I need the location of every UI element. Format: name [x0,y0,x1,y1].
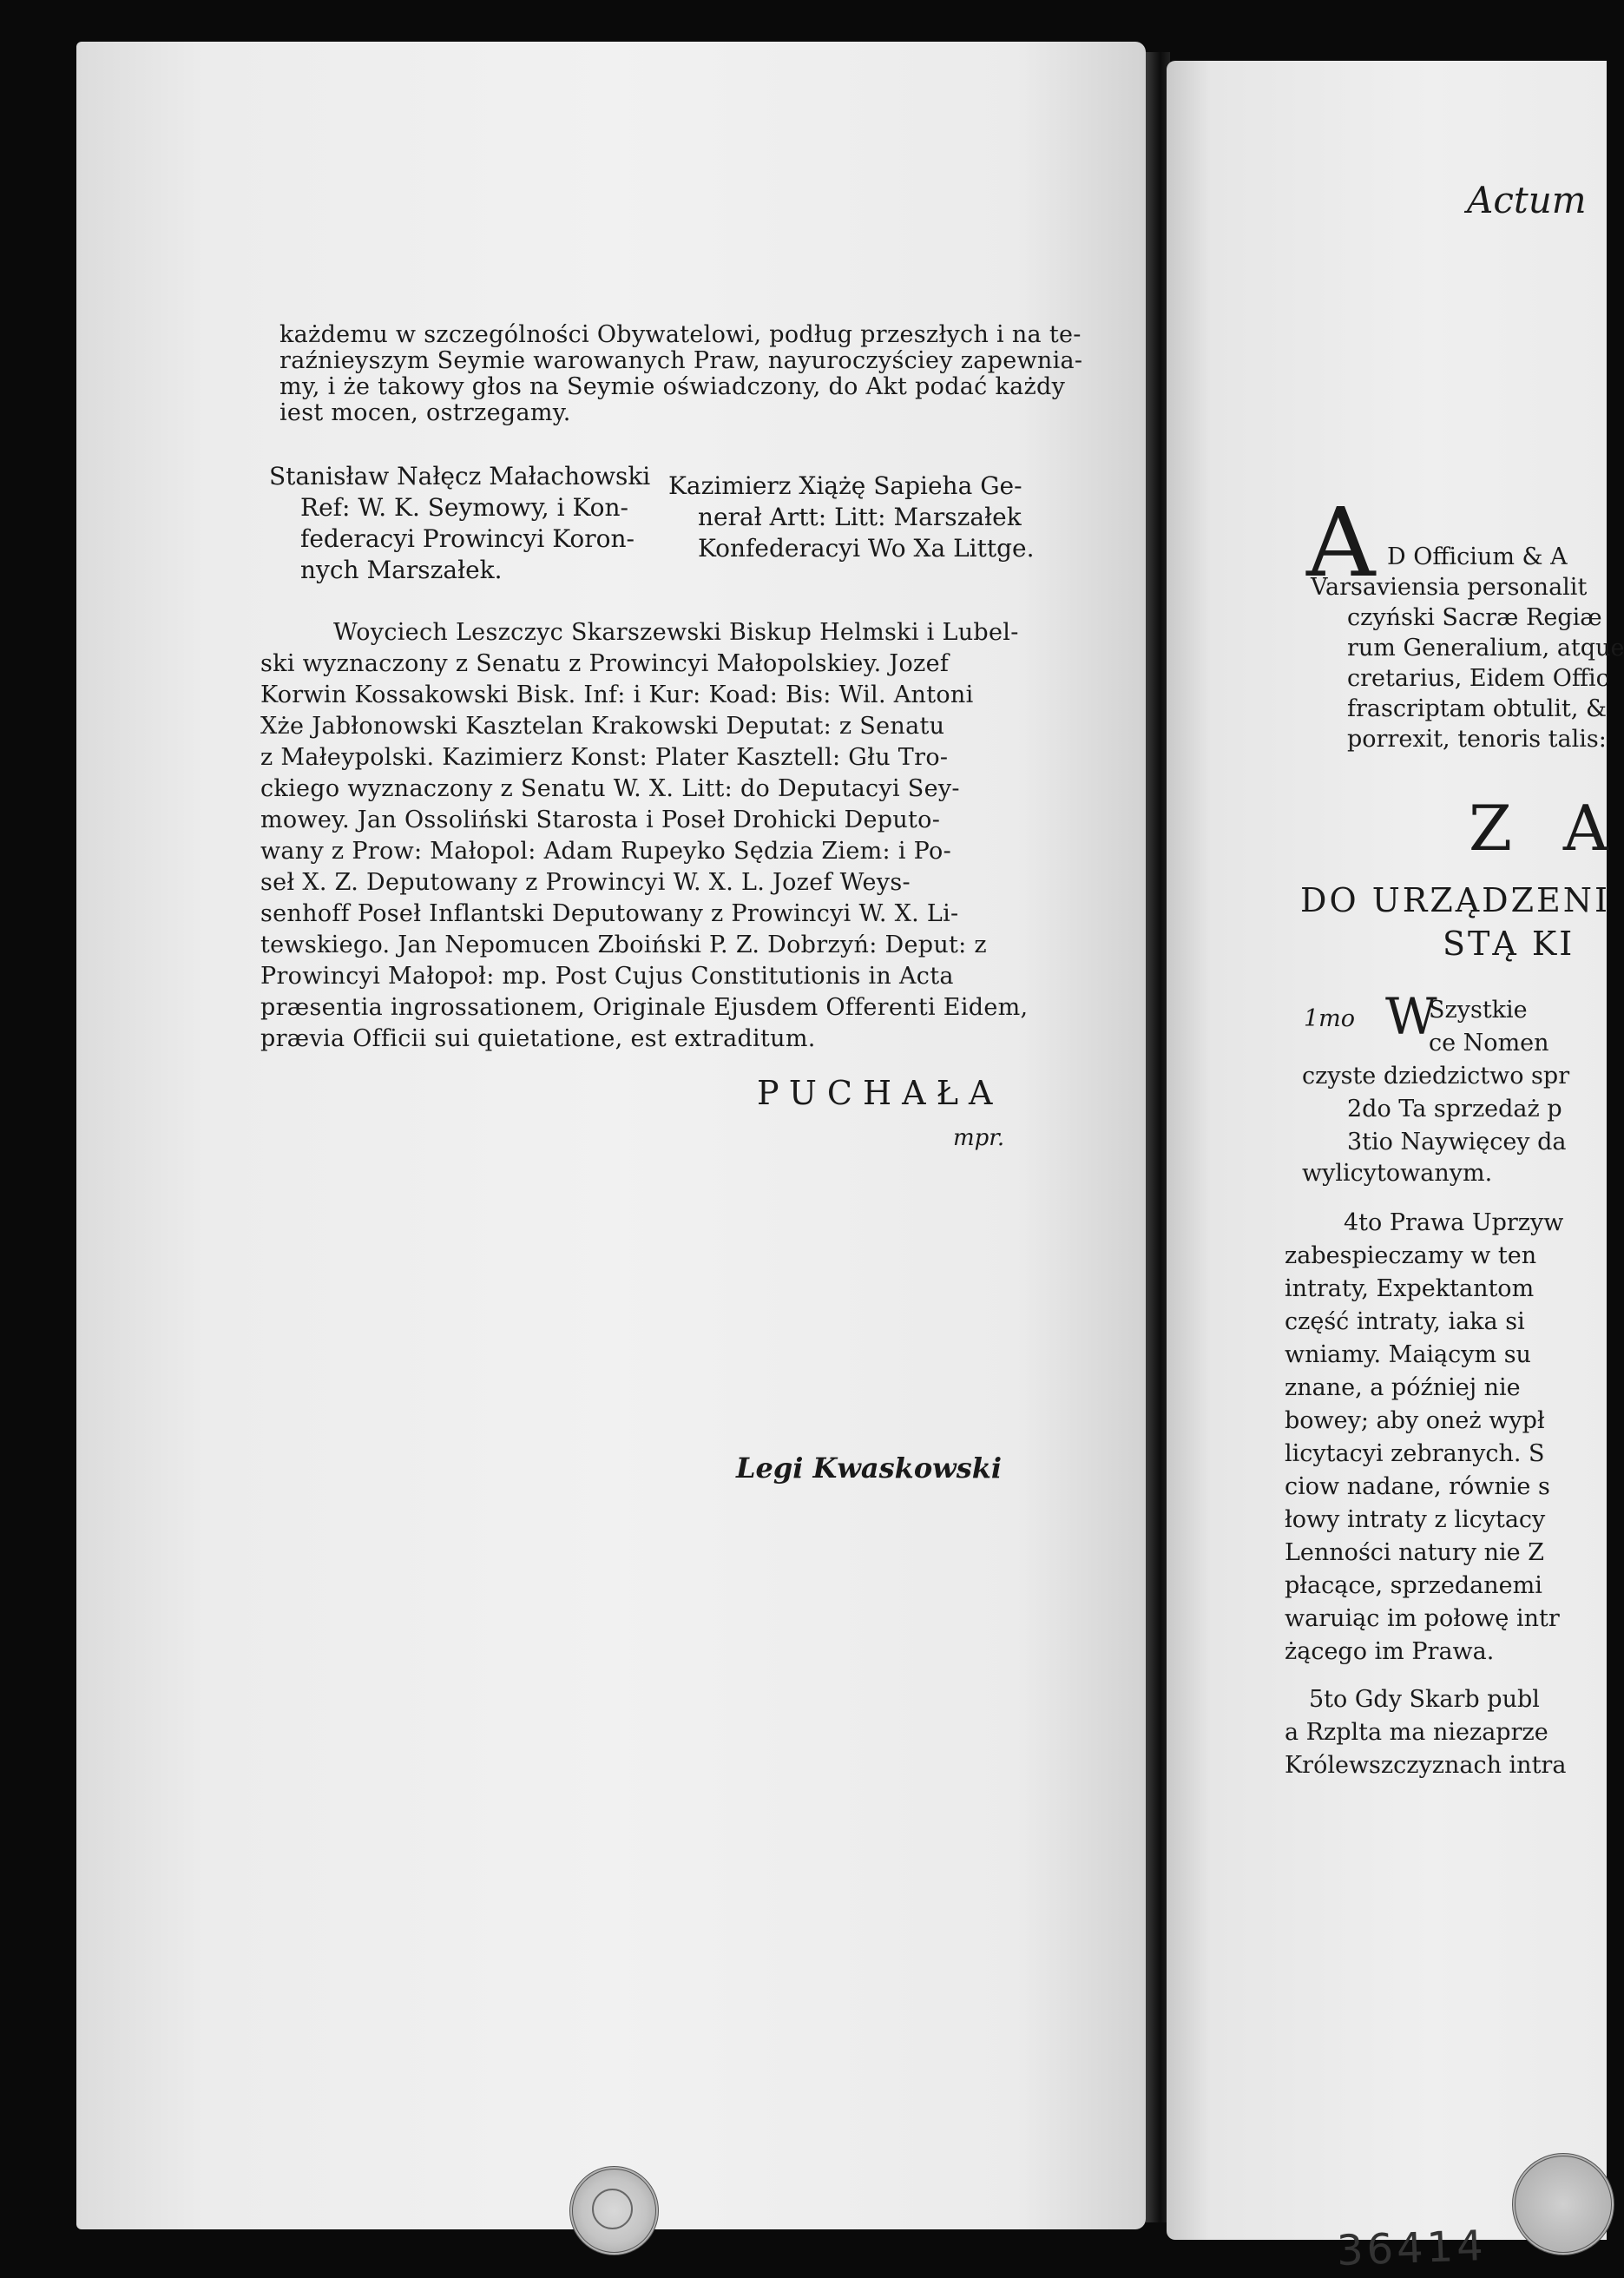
signatory-left-line: Stanisław Nałęcz Małachowski [269,462,651,490]
paragraph2-line: senhoff Poseł Inflantski Deputowany z Prowincyi W. X. Li- [260,900,959,927]
item-line: wylicytowanym. [1302,1160,1493,1187]
item-line: część intraty, iaka si [1285,1308,1525,1335]
paragraph2-line: seł X. Z. Deputowany z Prowincyi W. X. L. Jozef Weys- [260,869,911,896]
paragraph2-line: tewskiego. Jan Nepomucen Zboiński P. Z. Dobrzyń: Deput: z [260,932,987,958]
paragraph1-line: raźnieyszym Seymie warowanych Praw, nayuroczyściey zapewnia- [279,347,1083,374]
call-number: 36414 [1336,2222,1488,2275]
item-line: licytacyi zebranych. S [1285,1440,1545,1467]
decree-title: Z A [1469,792,1624,865]
item-line: zabespieczamy w ten [1285,1242,1537,1269]
paragraph2-line: z Małeypolski. Kazimierz Konst: Plater Kasztell: Głu Tro- [260,744,949,771]
paragraph1-line: każdemu w szczególności Obywatelowi, podług przeszłych i na te- [279,321,1082,348]
paragraph2-line: Woyciech Leszczyc Skarszewski Biskup Helmski i Lubel- [333,619,1019,646]
decree-subtitle: STĄ KI [1443,925,1575,963]
signatory-right-line: Konfederacyi Wo Xa Littge. [698,534,1035,563]
paragraph2-line: mowey. Jan Ossoliński Starosta i Poseł Drohicki Deputo- [260,807,941,833]
legi-signature: Legi Kwaskowski [736,1452,1003,1485]
item-line: a Rzplta ma niezaprze [1285,1719,1548,1746]
item-line: Lenności natury nie Z [1285,1539,1544,1566]
paragraph2-line: ckiego wyznaczony z Senatu W. X. Litt: do Deputacyi Sey- [260,775,960,802]
paragraph2-line: wany z Prow: Małopol: Adam Rupeyko Sędzia Ziem: i Po- [260,838,951,865]
signatory-left-line: federacyi Prowincyi Koron- [300,524,635,553]
intro-line: Varsaviensia personalit [1311,574,1588,601]
library-stamp-right [1512,2153,1614,2255]
intro-line: D Officium & A [1387,543,1568,570]
paragraph1-line: my, i że takowy głos na Seymie oświadczony, do Akt podać każdy [279,373,1066,400]
item1-line: ce Nomen [1429,1030,1549,1057]
dropcap-letter: A [1306,487,1376,598]
item-line: ciow nadane, równie s [1285,1473,1550,1500]
intro-line: porrexit, tenoris talis: [1347,726,1607,753]
paragraph2-line: Prowincyi Małopoł: mp. Post Cujus Constitutionis in Acta [260,963,954,990]
paragraph2-line: Korwin Kossakowski Bisk. Inf: i Kur: Koad: Bis: Wil. Antoni [260,681,974,708]
intro-line: cretarius, Eidem Offic [1347,665,1609,692]
paragraph2-line: præsentia ingrossationem, Originale Ejusdem Offerenti Eidem, [260,994,1029,1021]
paragraph2-line: Xże Jabłonowski Kasztelan Krakowski Deputat: z Senatu [260,713,945,740]
signatory-right-line: nerał Artt: Litt: Marszałek [698,503,1022,531]
item-line: wniamy. Maiącym su [1285,1341,1531,1368]
paragraph2-line: ski wyznaczony z Senatu z Prowincyi Małopolskiey. Jozef [260,650,950,677]
item-line: 5to Gdy Skarb publ [1309,1686,1540,1713]
item1-line: czyste dziedzictwo spr [1302,1063,1570,1090]
signature-name: PUCHAŁA [757,1074,1003,1112]
item-line: 2do Ta sprzedaż p [1347,1096,1562,1123]
item-line: Królewszczyznach intra [1285,1752,1567,1779]
item-line: bowey; aby oneż wypł [1285,1407,1545,1434]
item-line: płacące, sprzedanemi [1285,1572,1542,1599]
intro-line: czyński Sacræ Regiæ [1347,604,1602,631]
item-line: intraty, Expektantom [1285,1275,1535,1302]
signatory-right-line: Kazimierz Xiążę Sapieha Ge- [668,471,1022,500]
library-stamp [569,2166,659,2255]
signatory-left-line: nych Marszałek. [300,556,503,584]
decree-subtitle: DO URZĄDZENI [1300,881,1611,919]
intro-line: frascriptam obtulit, & [1347,695,1608,722]
item-line: łowy intraty z licytacy [1285,1506,1546,1533]
intro-line: rum Generalium, atque [1347,635,1624,662]
item-line: waruiąc im połowę intr [1285,1605,1560,1632]
item-line: 3tio Naywięcey da [1347,1129,1567,1155]
item1-line: Szystkie [1429,997,1528,1024]
paragraph1-line: iest mocen, ostrzegamy. [279,399,571,426]
signatory-left-line: Ref: W. K. Seymowy, i Kon- [300,493,628,522]
signature-mark: mpr. [953,1125,1005,1151]
item-line: 4to Prawa Uprzyw [1344,1209,1564,1236]
item1-number: 1mo [1304,1005,1356,1032]
item-line: żącego im Prawa. [1285,1638,1495,1665]
item-line: znane, a później nie [1285,1374,1521,1401]
paragraph2-line: prævia Officii sui quietatione, est extraditum. [260,1025,816,1052]
item1-initial: W [1385,987,1437,1046]
right-page-header: Actum [1467,179,1587,221]
